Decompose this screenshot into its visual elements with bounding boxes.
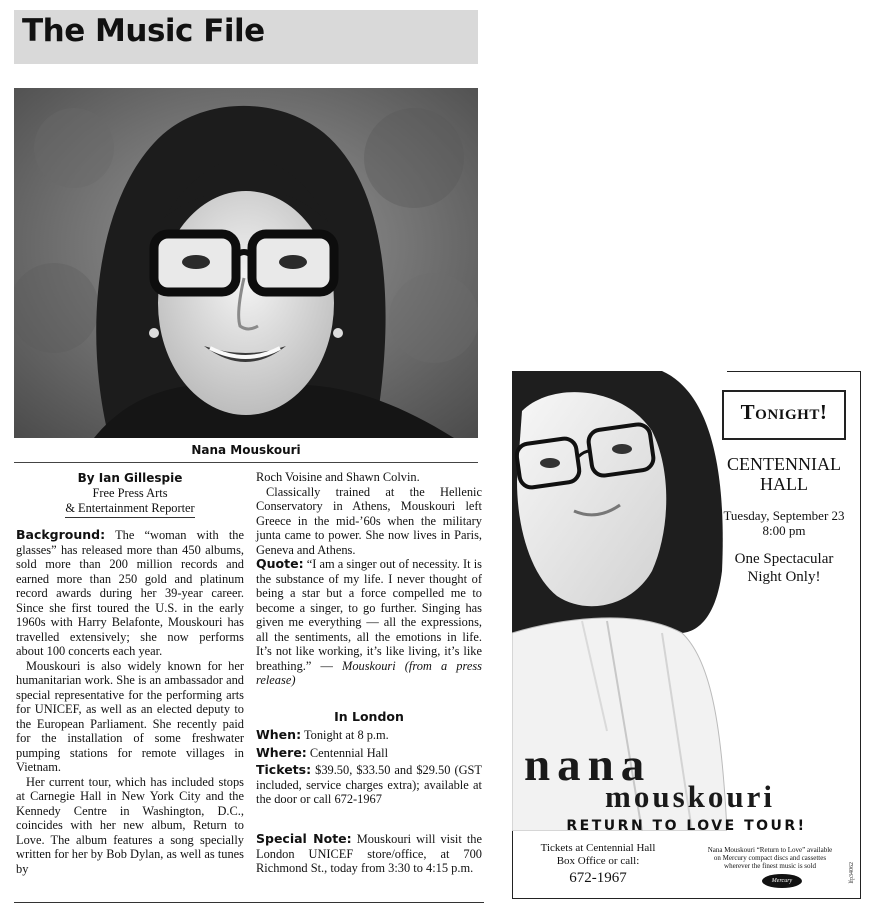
- byline: [16, 471, 244, 518]
- portrait-photo: [14, 88, 478, 438]
- ad-artist-last-name: mouskouri: [605, 779, 775, 814]
- training-paragraph: Classically trained at the Hellenic Conservatory in Athens, Mouskouri left Greece in the mid-’60s when the military junta came to power. She now lives in Paris, Geneva and Athens.: [256, 484, 482, 557]
- tour-paragraph: Her current tour, which has included stops at Carnegie Hall in New York City and the Kennedy Centre in Washington, D.C., coincides with her new album, Return to Love. The album features a song specially written for her by Bob Dylan, as well as tunes by: [16, 774, 244, 876]
- ad-album-note: [686, 846, 854, 870]
- ad-tickets-line2: Box Office or call:: [556, 855, 640, 867]
- when-text: Tonight at 8 p.m.: [303, 728, 389, 742]
- byline-desk-line2: & Entertainment Reporter: [65, 501, 194, 518]
- tickets-label: Tickets:: [256, 762, 312, 777]
- byline-desk-line1: Free Press Arts: [92, 486, 168, 500]
- humanitarian-paragraph: Mouskouri is also widely known for her humanitarian work. She is an ambassador and special representative for the performing arts for UNICEF, as well as an elected deputy to the European Parliament. She recently paid for the installation of some freshwater pumping stations for remote villages in Vietnam.: [16, 658, 244, 774]
- ad-code: lfp34062: [849, 862, 855, 884]
- quote-attribution: Mouskouri (from a press release): [256, 658, 482, 687]
- byline-author: By Ian Gillespie: [77, 471, 183, 485]
- ad-venue-line2: HALL: [760, 474, 808, 494]
- mercury-logo: Mercury: [762, 874, 802, 888]
- article-column-right: [256, 470, 482, 688]
- ad-spectacular: [706, 550, 862, 586]
- event-details: [256, 728, 482, 810]
- ad-venue-line1: CENTENNIAL: [727, 454, 841, 474]
- ad-spec-line2: Night Only!: [747, 569, 821, 585]
- in-london-heading: In London: [334, 709, 404, 724]
- ad-note-line2: on Mercury compact discs and cassettes: [713, 854, 827, 862]
- where-text: Centennial Hall: [309, 745, 389, 760]
- where-label: Where:: [256, 744, 307, 760]
- ad-date-line1: Tuesday, September 23: [723, 508, 845, 523]
- ad-spec-line1: One Spectacular: [734, 551, 834, 567]
- background-text: The “woman with the glasses” has released more than 450 albums, sold more than 200 million records and earned more than 250 gold and platinum record awards during her 39-year career. Since she first toured the U.S. in the early 1960s with Harry Belafonte, Mouskouri has travelled extensively; she now performs about 100 concerts each year.: [16, 528, 245, 658]
- article-column-left: [16, 528, 244, 876]
- background-label: Background:: [16, 527, 106, 542]
- quote-label: Quote:: [256, 556, 304, 571]
- ad-date: [706, 508, 862, 538]
- special-note: [256, 832, 482, 876]
- ad-note-line3: wherever the finest music is sold: [724, 862, 816, 870]
- tour-paragraph-continued: Roch Voisine and Shawn Colvin.: [256, 470, 420, 484]
- tickets-row: [256, 763, 482, 807]
- ad-venue: [706, 454, 862, 494]
- bottom-divider: [14, 902, 484, 903]
- tonight-box: [722, 390, 846, 440]
- tonight-label: Tonight!: [740, 400, 828, 424]
- quote-paragraph: [256, 557, 482, 688]
- caption-divider: [14, 462, 478, 463]
- ad-ticket-info: [520, 842, 676, 868]
- ad-artist-first-name: nana: [524, 739, 652, 791]
- quote-text: “I am a singer out of necessity. It is the substance of my life. I never thought of being a star but a force compelled me to become a singer, to go further. Singing has given me everything — all the expressions, all the sentiments, all the emotions in life. It’s not like working, it’s like living, it’s like breathing.” —: [256, 557, 482, 673]
- special-note-label: Special Note:: [256, 831, 352, 846]
- ad-note-line1: Nana Mouskouri “Return to Love” available: [707, 846, 833, 854]
- where-row: [256, 746, 482, 761]
- page-title: The Music File: [22, 13, 265, 49]
- ad-tickets-line1: Tickets at Centennial Hall: [540, 842, 656, 854]
- ad-phone-number: 672-1967: [569, 870, 627, 886]
- when-label: When:: [256, 727, 302, 742]
- tickets-text: $39.50, $33.50 and $29.50 (GST included, service charges extra); available at the door or call 672-1967: [256, 763, 482, 806]
- photo-caption: Nana Mouskouri: [191, 443, 301, 457]
- special-note-text: Mouskouri will visit the London UNICEF store/office, at 700 Richmond St., today from 3:30 to 4:15 p.m.: [256, 832, 483, 875]
- when-row: [256, 728, 482, 743]
- ad-tour-title: RETURN TO LOVE TOUR!: [566, 818, 807, 834]
- ad-date-line2: 8:00 pm: [762, 523, 806, 538]
- background-paragraph: [16, 528, 244, 659]
